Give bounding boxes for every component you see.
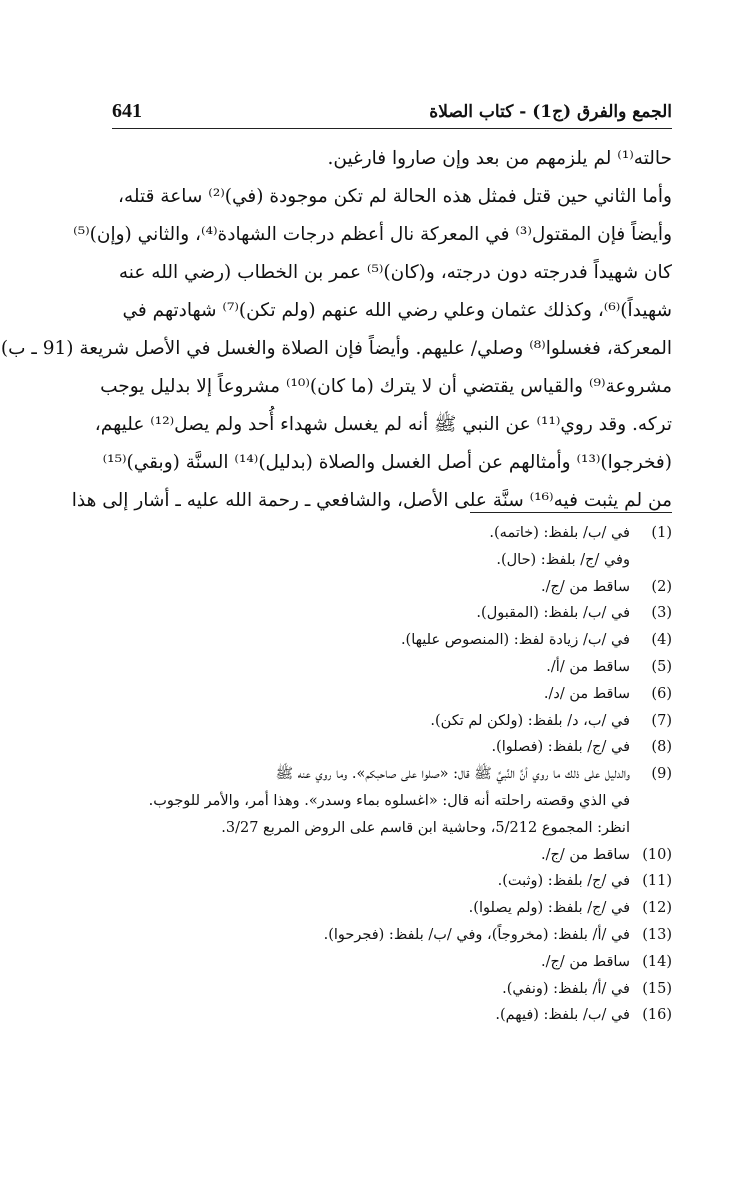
text-line: مشروعة⁽⁹⁾ والقياس يقتضي أن لا يترك (ما كان)⁽¹⁰⁾ مشروعاً إلا بدليل يوجب [100,376,672,397]
footnote [112,547,672,574]
footnote-number: (9) [651,766,672,783]
footnote [112,788,672,815]
footnote [112,627,672,654]
footnote [112,949,672,976]
footnote-text: في /ج/ بلفظ: (وثبت). [497,873,630,890]
footnote-number: (10) [642,846,672,863]
footnote-number: (13) [642,926,672,943]
footnote-number: (5) [651,658,672,675]
footnote [112,976,672,1003]
footnote-number: (8) [651,739,672,756]
footnote [112,520,672,547]
footnote-text: في /ب/ بلفظ: (خاتمه). [489,525,630,541]
footnote [112,922,672,949]
footnote-text: في /ب، د/ بلفظ: (ولكن لم تكن). [430,712,630,729]
footnote-text: وفي /ج/ بلفظ: (حال). [496,551,630,568]
footnote-text: ساقط من /د/. [543,685,630,702]
footnote-text: في /ب/ زيادة لفظ: (المنصوص عليها). [400,632,630,649]
footnote-number: (3) [651,605,672,622]
footnote-number: (14) [642,953,672,970]
main-text [0,140,672,520]
footnote [112,842,672,869]
text-line: من لم يثبت فيه⁽¹⁶⁾ سنَّة على الأصل، والشافعي ـ رحمة الله عليه ـ أشار إلى هذا [71,490,672,511]
footnote-text: في /ج/ بلفظ: (فصلوا). [491,739,630,756]
footnote-text: ساقط من /ج/. [540,953,630,970]
footnote-number: (7) [651,712,672,729]
footnote-text: في /ج/ بلفظ: (ولم يصلوا). [468,900,630,917]
footnote-text: ساقط من /ج/. [540,846,630,863]
footnote [112,681,672,708]
footnote [112,654,672,681]
footnote-text: في /أ/ بلفظ: (مخروجاً)، وفي /ب/ بلفظ: (فجرحوا). [323,926,630,943]
footnote-number: (15) [642,980,672,997]
footnote [112,1002,672,1029]
text-line: المعركة، فغسلوا⁽⁸⁾ وصلي/ عليهم. وأيضاً فإن الصلاة والغسل في الأصل شريعة (91 ـ ب) [0,338,672,359]
footnote-number: (4) [651,632,672,649]
footnotes [112,520,672,1029]
footnote [112,895,672,922]
footnote-text: ساقط من /ج/. [540,578,630,595]
footnote-text: انظر: المجموع 5/212، وحاشية ابن قاسم على الروض المربع 3/27. [221,819,630,836]
footnote-text: والدليل على ذلك ما روي أنَّ النَّبيَّ ﷺ قال: «صلوا على صاحبكم». وما روي عنه ﷺ [275,766,630,783]
footnote-text: في /ب/ بلفظ: (المقبول). [476,605,630,622]
footnote [112,815,672,842]
footnote [112,734,672,761]
footnote [112,600,672,627]
text-line: (فخرجوا)⁽¹³⁾ وأمثالهم عن أصل الغسل والصلاة (بدليل)⁽¹⁴⁾ السنَّة (وبقي)⁽¹⁵⁾ [102,452,672,473]
footnote-number: (16) [642,1007,672,1024]
text-line: وأيضاً فإن المقتول⁽³⁾ في المعركة نال أعظم درجات الشهادة⁽⁴⁾، والثاني (وإن)⁽⁵⁾ [73,224,672,245]
footnote-number: (1) [651,525,672,541]
footnote [112,574,672,601]
footnote-text: في الذي وقصته راحلته أنه قال: «اغسلوه بماء وسدر». وهذا أمر، والأمر للوجوب. [148,792,630,809]
text-line: تركه. وقد روي⁽¹¹⁾ عن النبي ﷺ أنه لم يغسل شهداء أُحد ولم يصل⁽¹²⁾ عليهم، [94,414,672,435]
footnote-number: (11) [642,873,672,890]
page-number: 641 [112,100,142,122]
footnote-number: (6) [651,685,672,702]
footnote-text: في /أ/ بلفظ: (ونفي). [502,980,630,997]
running-title: الجمع والفرق (ج1) - كتاب الصلاة [429,102,672,122]
footnote [112,708,672,735]
footnote [112,761,672,788]
footnote-number: (2) [651,578,672,595]
text-line: شهيداً)⁽⁶⁾، وكذلك عثمان وعلي رضي الله عنهم (ولم تكن)⁽⁷⁾ شهادتهم في [122,300,672,321]
footnote-number: (12) [642,900,672,917]
footnote-text: ساقط من /أ/. [546,658,630,675]
footnote-text: في /ب/ بلفظ: (فيهم). [495,1007,630,1024]
text-line: وأما الثاني حين قتل فمثل هذه الحالة لم تكن موجودة (في)⁽²⁾ ساعة قتله، [117,186,672,207]
text-line: كان شهيداً فدرجته دون درجته، و(كان)⁽⁵⁾ عمر بن الخطاب (رضي الله عنه [118,262,672,283]
text-line: حالته⁽¹⁾ لم يلزمهم من بعد وإن صاروا فارغين. [327,148,672,169]
footnote [112,868,672,895]
page-header [112,100,672,129]
footnote-divider [470,512,672,513]
